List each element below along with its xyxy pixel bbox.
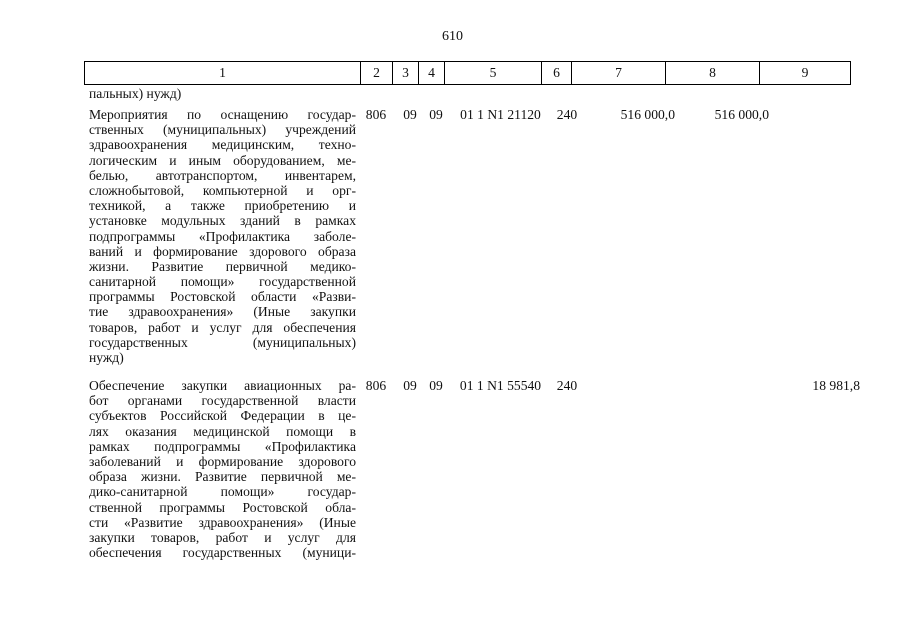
description-line: дико-санитарной помощи» государ- (89, 484, 356, 500)
column-header-table (84, 61, 851, 85)
description-line: тие здравоохранения» (Иные закупки (89, 304, 356, 320)
description-line: ваний и формирование здорового образа (89, 243, 356, 259)
description-line: Мероприятия по оснащению государ- (89, 107, 356, 122)
column-header-1: 1 (85, 62, 361, 85)
description-line: жизни. Развитие первичной медико- (89, 258, 356, 274)
cell-section: 09 (403, 378, 417, 393)
description-line: обеспечения государственных (муници- (89, 545, 356, 561)
column-header-row (85, 62, 851, 85)
description-line: заболеваний и формирование здорового (89, 453, 356, 469)
description-line: государственных (муниципальных) (89, 334, 356, 350)
cell-subsection: 09 (429, 378, 443, 393)
description-line: ственной программы Ростовской обла- (89, 499, 356, 515)
column-header-8: 8 (666, 62, 760, 85)
description-line: бот органами государственной власти (89, 393, 356, 409)
continuation-text: пальных) нужд) (89, 86, 182, 101)
row-description (89, 107, 356, 365)
description-line: Обеспечение закупки авиационных ра- (89, 378, 356, 393)
cell-ministry: 806 (365, 107, 387, 122)
description-line: здравоохранения медицинским, техно- (89, 137, 356, 153)
cell-ministry: 806 (365, 378, 387, 393)
cell-target-article: 01 1 N1 21120 (460, 107, 541, 122)
description-line: закупки товаров, работ и услуг для (89, 529, 356, 545)
description-line: образа жизни. Развитие первичной ме- (89, 469, 356, 485)
column-header-5: 5 (445, 62, 542, 85)
page-number: 610 (442, 29, 463, 44)
cell-amount-col8: 516 000,0 (714, 107, 769, 122)
description-line: установке модульных зданий в рамках (89, 213, 356, 229)
cell-subsection: 09 (429, 107, 443, 122)
description-line: сложнобытовой, компьютерной и орг- (89, 182, 356, 198)
description-line: санитарной помощи» государственной (89, 274, 356, 290)
column-header-3: 3 (393, 62, 419, 85)
cell-target-article: 01 1 N1 55540 (459, 378, 542, 393)
description-line: лях оказания медицинской помощи в (89, 423, 356, 439)
description-line: подпрограммы «Профилактика заболе- (89, 228, 356, 244)
cell-expense-type: 240 (556, 378, 578, 393)
description-line: товаров, работ и услуг для обеспечения (89, 319, 356, 335)
column-header-2: 2 (361, 62, 393, 85)
cell-amount-col9: 18 981,8 (812, 378, 860, 393)
description-line: субъектов Российской Федерации в це- (89, 408, 356, 424)
cell-section: 09 (403, 107, 417, 122)
description-line: сти «Развитие здравоохранения» (Иные (89, 514, 356, 530)
description-line: нужд) (89, 350, 124, 365)
description-line: белью, автотранспортом, инвентарем, (89, 167, 356, 183)
column-header-6: 6 (542, 62, 572, 85)
column-header-4: 4 (419, 62, 445, 85)
column-header-9: 9 (760, 62, 851, 85)
row-description (89, 378, 356, 560)
description-line: рамках подпрограммы «Профилактика (89, 438, 356, 454)
cell-amount-col7: 516 000,0 (620, 107, 675, 122)
description-line: программы Ростовской области «Разви- (89, 289, 356, 305)
description-line: техникой, а также приобретению и (89, 198, 356, 214)
description-line: ственных (муниципальных) учреждений (89, 122, 356, 138)
description-line: логическим и иным оборудованием, ме- (89, 152, 356, 168)
cell-expense-type: 240 (556, 107, 578, 122)
column-header-7: 7 (572, 62, 666, 85)
